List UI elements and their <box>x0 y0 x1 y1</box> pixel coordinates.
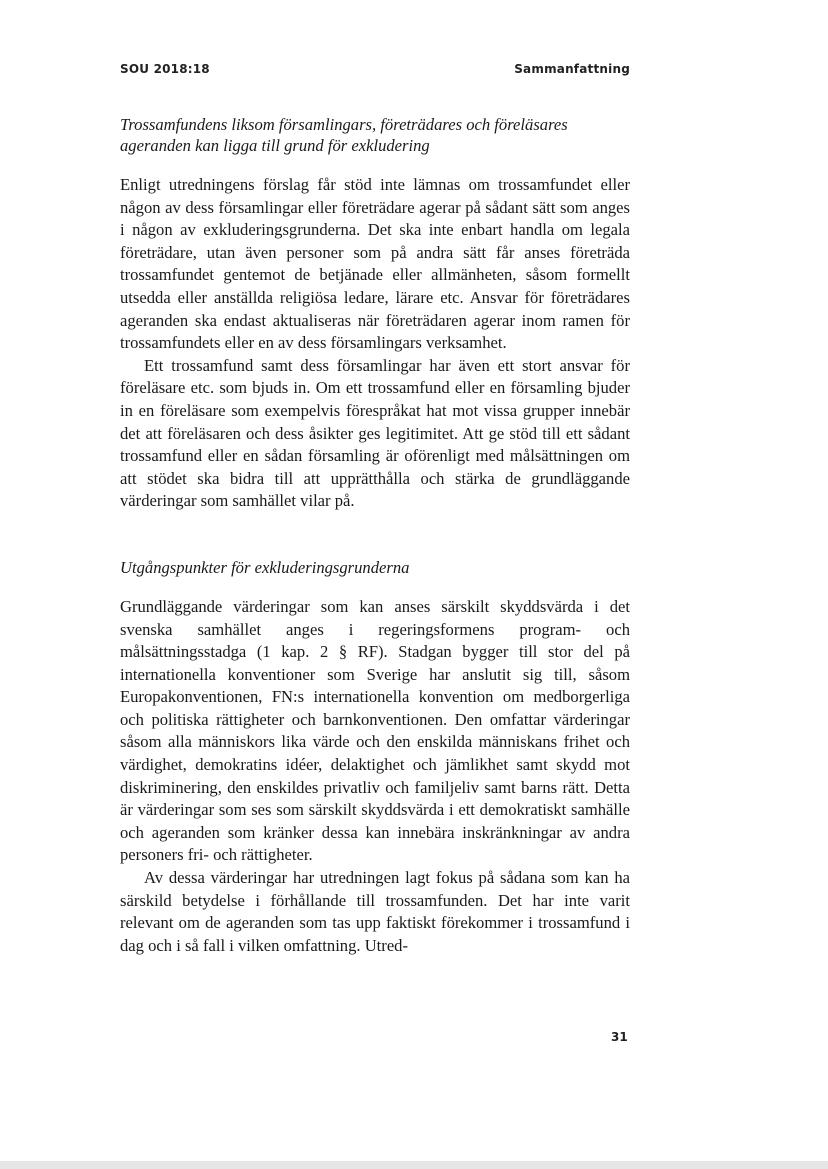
page-content <box>120 114 630 957</box>
page-number: 31 <box>611 1030 628 1044</box>
report-id-header: SOU 2018:18 <box>120 62 210 76</box>
body-paragraph: Grundläggande värderingar som kan anses särskilt skyddsvärda i det svenska samhället anges i regeringsformens program- och målsättningsstadga (1 kap. 2 § RF). Stadgan bygger till stor del på internationella konventioner som Sverige har anslutit sig till, såsom Europakonventionen, FN:s internationella konvention om medborgerliga och politiska rättigheter och barnkonventionen. Den omfattar värderingar såsom alla människors lika värde och den enskilda människans frihet och värdighet, demokratins idéer, delaktighet och jämlikhet samt skydd mot diskriminering, den enskildes privatliv och familjeliv samt barns rätt. Detta är värderingar som ses som särskilt skyddsvärda i ett demokratiskt samhälle och ageranden som kränker dessa kan innebära inskränkningar av andra personers fri- och rättigheter. <box>120 596 630 865</box>
section-title-header: Sammanfattning <box>514 62 630 76</box>
scan-edge <box>0 1161 828 1169</box>
body-paragraph: Av dessa värderingar har utredningen lagt fokus på sådana som kan ha särskild betydelse i förhållande till trossamfunden. Det har inte varit relevant om de ageranden som tas upp faktiskt förekommer i trossamfund i dag och i så fall i vilken omfattning. Utred- <box>120 868 630 955</box>
section-heading-starting-points: Utgångspunkter för exkluderingsgrunderna <box>120 557 410 577</box>
section-heading-exclusion: Trossamfundens liksom församlingars, företrädares och föreläsares ageranden kan ligga till grund för exkludering <box>120 115 568 155</box>
body-paragraph: Ett trossamfund samt dess församlingar har även ett stort ansvar för föreläsare etc. som bjuds in. Om ett trossamfund eller en församling bjuder in en föreläsare som exempelvis förespråkat hat mot vissa grupper innebär det att föreläsaren och dess åsikter ges legitimitet. Att ge stöd till ett sådant trossamfund eller en sådan församling är oförenligt med målsättningen om att stödet ska bidra till att upprätthålla och stärka de grundläggande värderingar som samhället vilar på. <box>120 355 630 511</box>
body-paragraph: Enligt utredningens förslag får stöd inte lämnas om trossamfundet eller någon av dess församlingar eller företrädare agerar på sådant sätt som anges i någon av exkluderingsgrunderna. Det ska inte enbart handla om legala företrädare, utan även personer som på andra sätt får anses företräda trossamfundet gentemot de betjänade eller allmänheten, såsom formellt utsedda eller anställda religiösa ledare, lärare etc. Ansvar för företrädares ageranden ska endast aktualiseras när företrädaren agerar inom ramen för trossamfundets eller en av dess församlingars verksamhet. <box>120 175 630 353</box>
